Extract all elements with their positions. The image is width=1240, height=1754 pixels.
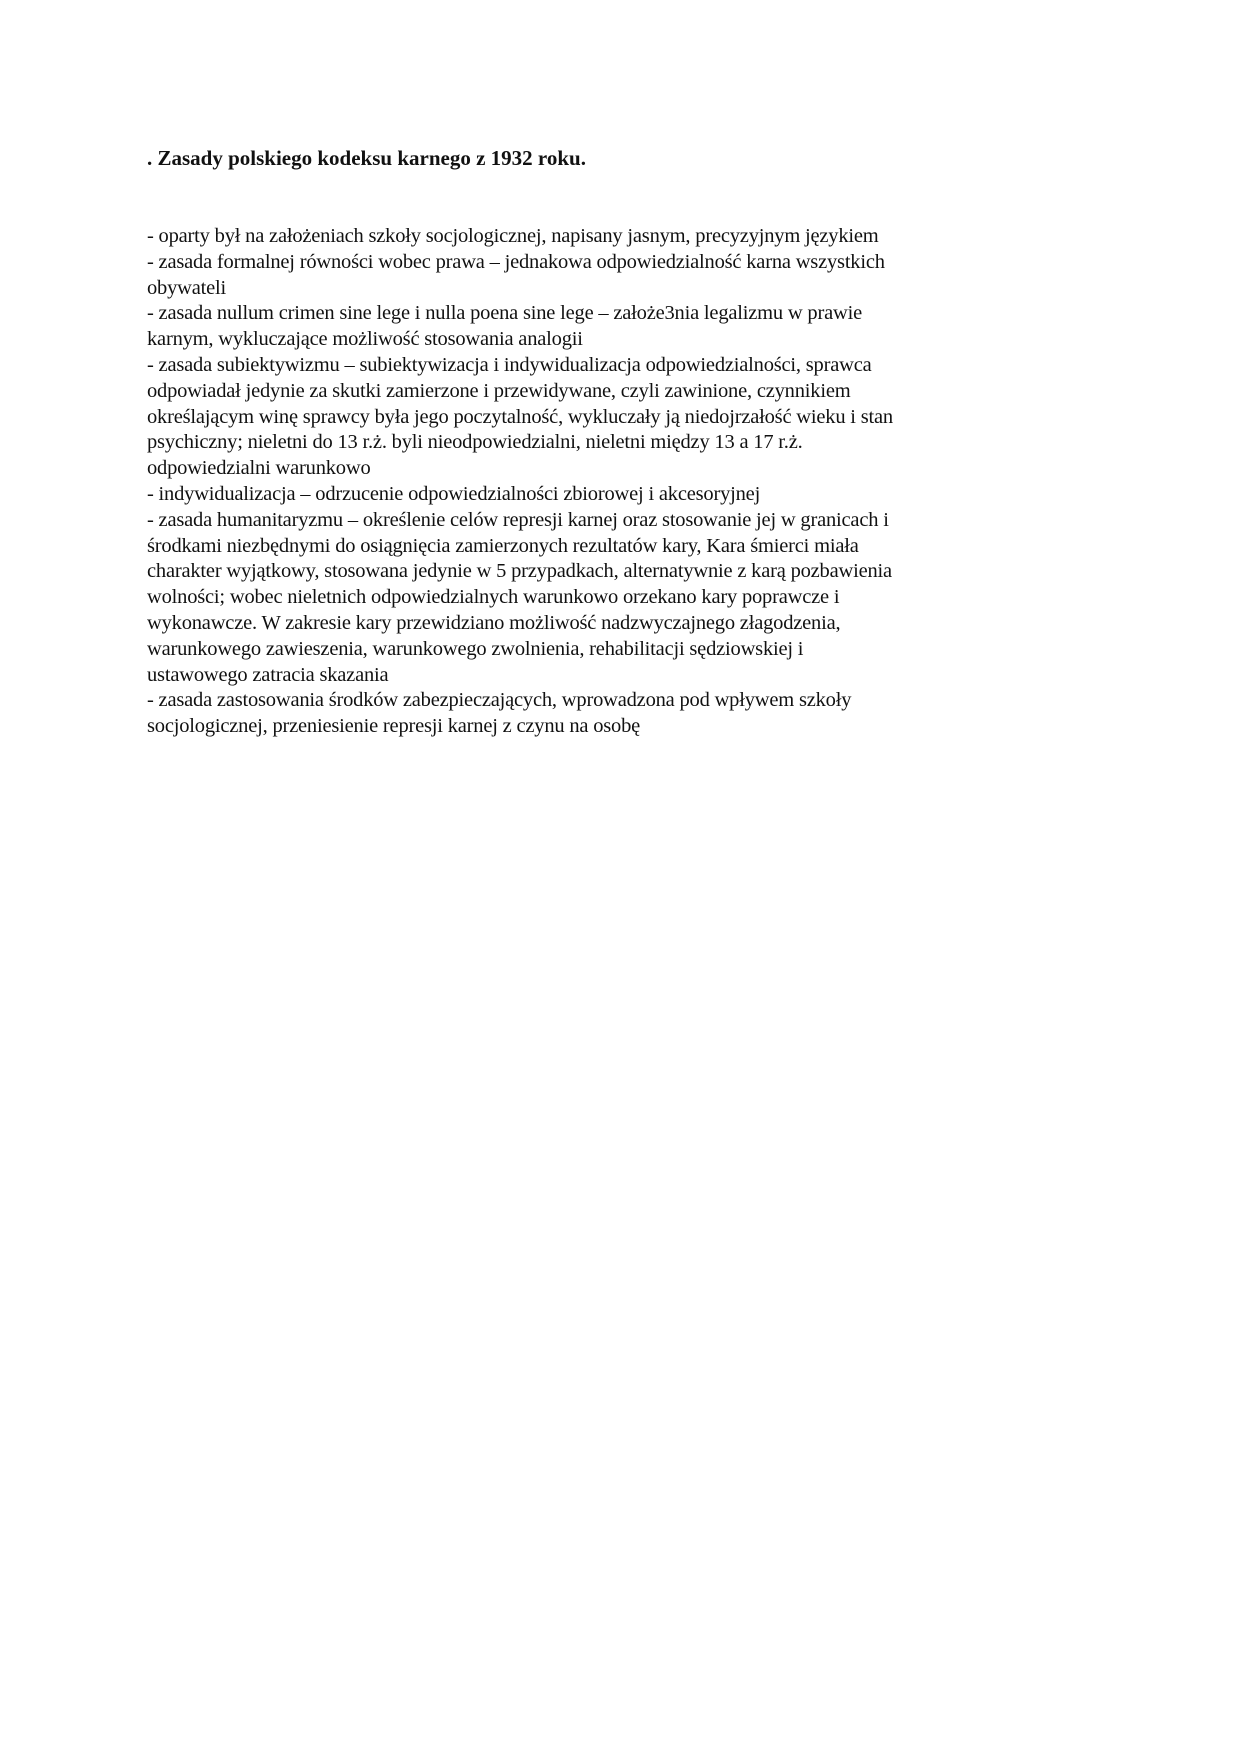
text-line: - oparty był na założeniach szkoły socjologicznej, napisany jasnym, precyzyjnym językiem xyxy=(147,225,879,247)
text-line: - zasada humanitaryzmu – określenie celów represji karnej oraz stosowanie jej w granicach i xyxy=(147,508,889,531)
text-line: karnym, wykluczające możliwość stosowania analogii xyxy=(147,328,583,351)
text-line: środkami niezbędnymi do osiągnięcia zamierzonych rezultatów kary, Kara śmierci miała xyxy=(147,534,859,557)
text-line: socjologicznej, przeniesienie represji karnej z czynu na osobę xyxy=(147,715,641,738)
document-title: . Zasady polskiego kodeksu karnego z 1932 roku. xyxy=(147,146,586,170)
text-line: odpowiadał jedynie za skutki zamierzone i przewidywane, czyli zawinione, czynnikiem xyxy=(147,379,851,402)
text-line: charakter wyjątkowy, stosowana jedynie w 5 przypadkach, alternatywnie z karą pozbawienia xyxy=(147,560,892,583)
text-line: obywateli xyxy=(147,276,227,299)
text-line: - indywidualizacja – odrzucenie odpowiedzialności zbiorowej i akcesoryjnej xyxy=(147,482,761,505)
text-line: - zasada subiektywizmu – subiektywizacja i indywidualizacja odpowiedzialności, sprawca xyxy=(147,353,872,376)
text-line: - zasada formalnej równości wobec prawa – jednakowa odpowiedzialność karna wszystkich xyxy=(147,250,885,273)
text-line: - zasada nullum crimen sine lege i nulla poena sine lege – założe3nia legalizmu w prawie xyxy=(147,302,862,325)
text-line: warunkowego zawieszenia, warunkowego zwolnienia, rehabilitacji sędziowskiej i xyxy=(147,637,804,660)
document-body xyxy=(147,224,1107,740)
text-line: psychiczny; nieletni do 13 r.ż. byli nieodpowiedzialni, nieletni między 13 a 17 r.ż. xyxy=(147,431,803,454)
text-line: - zasada zastosowania środków zabezpieczających, wprowadzona pod wpływem szkoły xyxy=(147,689,852,712)
text-line: odpowiedzialni warunkowo xyxy=(147,457,371,480)
text-line: ustawowego zatracia skazania xyxy=(147,663,389,686)
document-page xyxy=(147,144,1107,740)
text-line: wolności; wobec nieletnich odpowiedzialnych warunkowo orzekano kary poprawcze i xyxy=(147,586,840,609)
text-line: wykonawcze. W zakresie kary przewidziano możliwość nadzwyczajnego złagodzenia, xyxy=(147,611,841,634)
text-line: określającym winę sprawcy była jego poczytalność, wykluczały ją niedojrzałość wieku i stan xyxy=(147,405,893,428)
